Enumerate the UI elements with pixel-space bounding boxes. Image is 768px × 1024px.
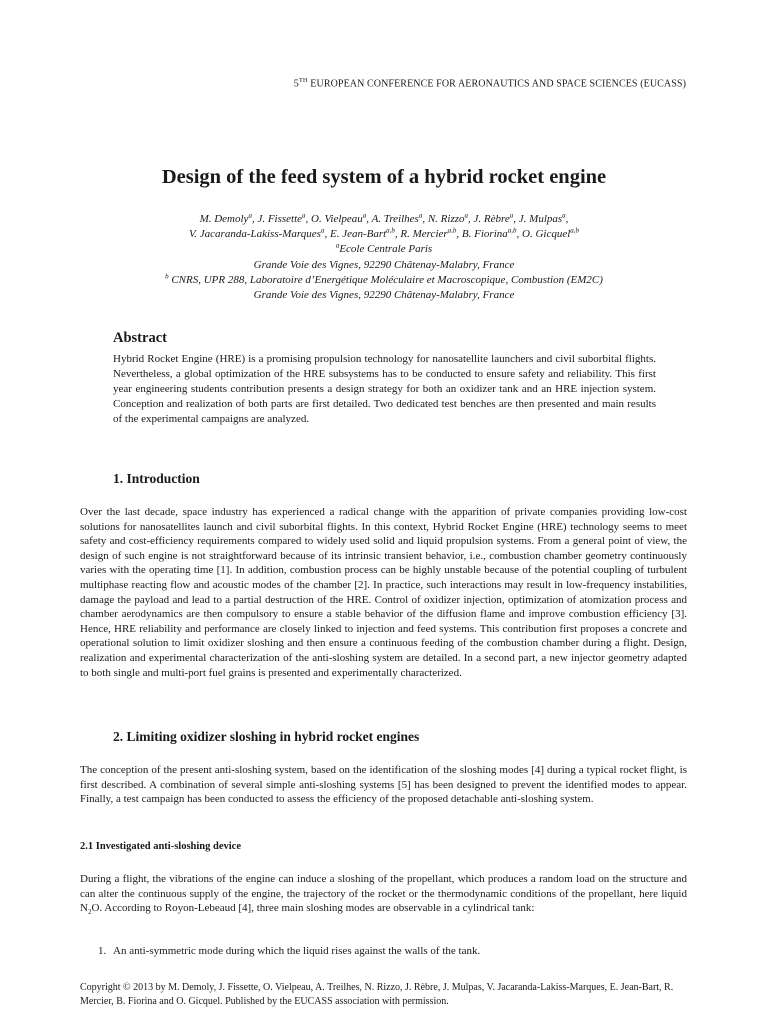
abstract-heading: Abstract xyxy=(113,330,167,346)
list-item-text: An anti-symmetric mode during which the liquid rises against the walls of the tank. xyxy=(113,945,481,957)
abstract-section xyxy=(113,330,656,427)
conference-header xyxy=(294,77,686,89)
subsection-heading-anti-sloshing: 2.1 Investigated anti-sloshing device xyxy=(80,841,242,852)
affiliation-a-address: Grande Voie des Vignes, 92290 Châtenay-Malabry, France xyxy=(253,258,515,271)
affiliation-b-address: Grande Voie des Vignes, 92290 Châtenay-Malabry, France xyxy=(253,289,515,302)
author-line: M. Demoly$^a$, J. Fissette$^a$, O. Vielpeau$^a$, A. Treilhes$^a$, N. Rizzo$^a$, J. Rèbre$^a$, J. Mulpas$^a$, xyxy=(199,211,569,225)
introduction-paragraph: Over the last decade, space industry has experienced a radical change with the apparition of private companies providing low-cost solutions for nanosatellites launch and civil suborbital flights. In this context, Hybrid Rocket Engine (HRE) technology seems to meet safety and cost-efficiency requirements compared to widely used solid and liquid propulsion systems. From a general point of view, the design of such engine is not straightforward because of its intrinsic transient behavior, i.e., combustion chamber geometry continuously varies with the operating time [1]. In addition, combustion process can be highly unstable because of the potential coupling of turbulent multiphase reacting flow and acoustic modes of the chamber [2]. In practice, such interactions may result in low-frequency instabilities, damage the payload and lead to a partial destruction of the HRE. Control of oxidizer injection, optimization of atomization process and chamber aerodynamics are then compulsory to ensure a stable behavior of the diffusion flame and improve combustion efficiency [3]. Hence, HRE reliability and performance are closely linked to injection and feed systems. This contribution first proposes a concrete and operational solution to limit oxidizer sloshing and then ensure a continuous feeding of the combustion chamber during a flight. Design, realization and experimental characterization of the anti-sloshing system are detailed. In a second part, a new injector geometry adapted to both single and multi-port fuel grains is presented and experimentally characterized. xyxy=(80,506,687,679)
affiliation-b: $^b$ CNRS, UPR 288, Laboratoire d’Energétique Moléculaire et Macroscopique, Combustion (EM2C) xyxy=(165,272,603,286)
copyright-notice: Copyright © 2013 by M. Demoly, J. Fissette, O. Vielpeau, A. Treilhes, N. Rizzo, J. Rèbre, J. Mulpas, V. Jacaranda-Lakiss-Marques, E. Jean-Bart, R. Mercier, B. Fiorina and O. Gicquel. Published by the EUCASS association with permission. xyxy=(80,982,674,1007)
paper-title: Design of the feed system of a hybrid rocket engine xyxy=(161,166,607,188)
abstract-text: Hybrid Rocket Engine (HRE) is a promising propulsion technology for nanosatellite launchers and civil suborbital flights. Nevertheless, a global optimization of the HRE subsystems has to be conducted to ensure safety and reliability. This first year engineering students contribution presents a design strategy for both an oxidizer tank and an HRE injection system. Conception and realization of both parts are first detailed. Two dedicated test benches are then presented and main results of the experimental campaigns are analyzed. xyxy=(113,353,656,425)
list-item-number: 1. xyxy=(98,945,107,957)
conference-edition-number: 5 xyxy=(293,78,299,90)
author-block xyxy=(0,212,768,303)
conference-edition-suffix: TH xyxy=(298,77,308,84)
sloshing-intro-paragraph: The conception of the present anti-sloshing system, based on the identification of the sloshing modes [4] during a typical rocket flight, is first described. A combination of several simple anti-sloshing systems [5] has been designed to prevent the identified modes to appear. Finally, a test campaign has been conducted to assess the efficiency of the proposed detachable anti-sloshing system. xyxy=(80,764,687,806)
anti-sloshing-paragraph: During a flight, the vibrations of the engine can induce a sloshing of the propellant, which produces a random load on the structure and can alter the continuous supply of the engine, the trajectory of the rocket or the thermodynamic conditions of the propellant, here liquid $N_2O$. According to Royon-Lebeaud [4], three main sloshing modes are observable in a cylindrical tank: xyxy=(80,873,687,917)
conference-name: EUROPEAN CONFERENCE FOR AERONAUTICS AND SPACE SCIENCES (EUCASS) xyxy=(307,78,686,90)
author-line: V. Jacaranda-Lakiss-Marques$^a$, E. Jean-Bart$^{a,b}$, R. Mercier$^{a,b}$, B. Fiorina$^{a,b}$, O. Gicquel$^{a,b}$ xyxy=(188,226,580,241)
list-item xyxy=(98,945,480,957)
section-heading-sloshing: 2. Limiting oxidizer sloshing in hybrid rocket engines xyxy=(113,729,420,744)
section-heading-introduction: 1. Introduction xyxy=(113,471,200,486)
affiliation-a: $^a$Ecole Centrale Paris xyxy=(335,241,433,256)
